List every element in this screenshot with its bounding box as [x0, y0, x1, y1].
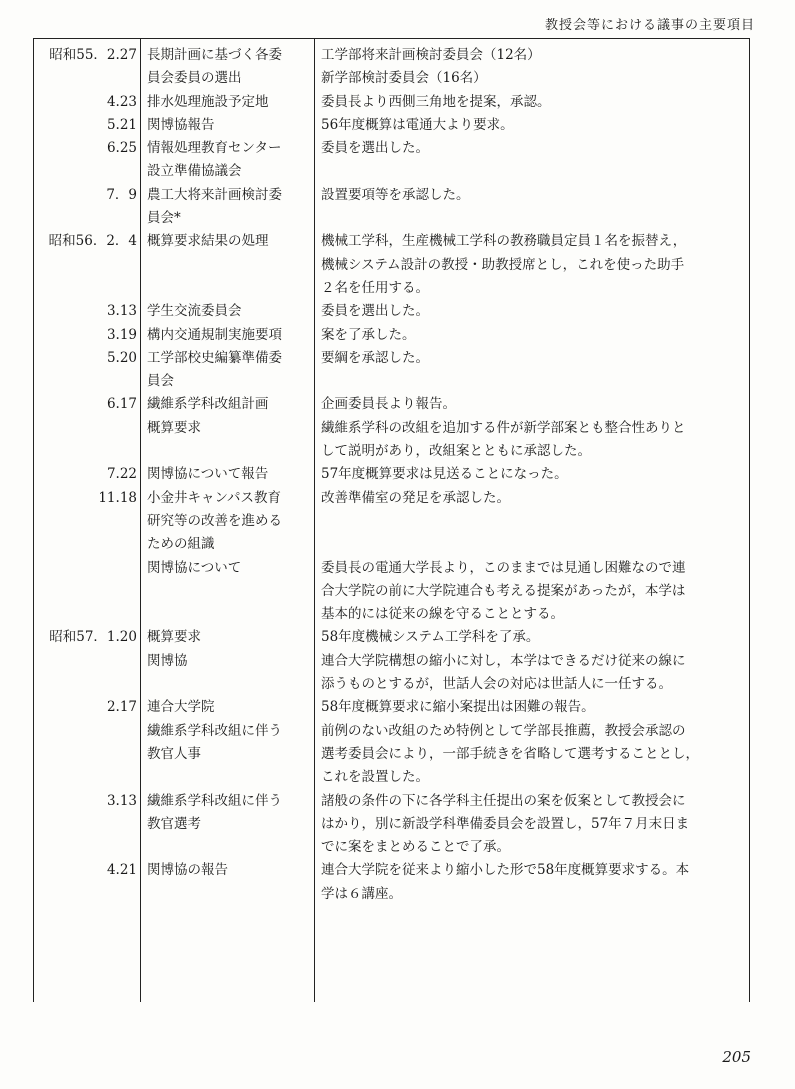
subject-line: 概算要求	[147, 419, 201, 436]
row-date: 昭和57．1.20	[49, 629, 137, 646]
row-subject	[147, 184, 311, 231]
table-row	[33, 324, 750, 347]
row-subject	[147, 859, 311, 882]
row-date: 6.17	[106, 396, 137, 413]
content-line: 要綱を承認した。	[321, 349, 429, 366]
table-row	[33, 300, 750, 323]
content-line: 企画委員長より報告。	[321, 396, 456, 413]
content-line: 機械工学科，生産機械工学科の教務職員定員１名を振替え，	[321, 233, 687, 250]
row-date: 昭和56．2．4	[48, 233, 137, 250]
content-line: 設置要項等を承認した。	[321, 186, 470, 203]
row-content	[321, 114, 741, 137]
row-date: 3.19	[106, 326, 137, 343]
row-content	[321, 44, 741, 91]
row-subject	[147, 230, 311, 253]
subject-line: 繊維系学科改組計画	[147, 396, 269, 413]
subject-line: 構内交通規制実施要項	[147, 326, 282, 343]
row-subject	[147, 137, 311, 184]
table-row	[33, 393, 750, 463]
content-line: 機械システム設計の教授・助教授席とし，これを使った助手	[321, 256, 685, 273]
subject-line: 概算要求結果の処理	[147, 233, 269, 250]
content-line: 58年度概算要求に縮小案提出は困難の報告。	[321, 699, 595, 716]
table-row	[33, 626, 750, 696]
agenda-table	[33, 44, 750, 906]
content-line: 委員長の電通大学長より，このままでは見通し困難なので連	[321, 559, 686, 576]
content-line: 委員長より西側三角地を提案，承認。	[321, 93, 551, 110]
table-row	[33, 230, 750, 300]
table-row	[33, 114, 750, 137]
subject-line: 小金井キャンパス教育	[147, 489, 282, 506]
row-date: 2.17	[106, 699, 137, 716]
running-header: 教授会等における議事の主要項目	[544, 18, 755, 33]
row-date: 7．9	[106, 186, 137, 203]
row-subject	[147, 463, 311, 486]
table-row	[33, 137, 750, 184]
row-subject	[147, 347, 311, 394]
table-row	[33, 859, 750, 906]
subject-line: 農工大将来計画検討委	[147, 186, 282, 203]
row-subject	[147, 114, 311, 137]
content-line: 57年度概算要求は見送ることになった。	[321, 466, 568, 483]
content-line: 新学部検討委員会（16名）	[321, 70, 487, 87]
row-subject	[147, 487, 311, 557]
subject-line: 工学部校史編纂準備委	[147, 349, 282, 366]
table-row	[33, 44, 750, 91]
row-subject	[147, 44, 311, 91]
content-line: 選考委員会により，一部手続きを省略して選考することとし，	[321, 745, 699, 762]
subject-line: 教官選考	[147, 815, 201, 832]
content-line: 繊維系学科の改組を追加する件が新学部案とも整合性ありと	[321, 419, 686, 436]
content-line: 連合大学院を従来より縮小した形で58年度概算要求する。本	[321, 862, 690, 879]
row-date: 7.22	[106, 466, 137, 483]
row-content	[321, 487, 741, 510]
content-line: これを設置した。	[321, 769, 429, 786]
row-content	[321, 790, 741, 860]
subject-line: 員会	[147, 373, 174, 390]
subject-line: 関博協の報告	[147, 862, 228, 879]
content-line: でに案をまとめることで了承。	[321, 839, 510, 856]
row-content	[321, 696, 741, 789]
row-date: 3.13	[106, 792, 137, 809]
row-content	[321, 859, 741, 906]
row-subject	[147, 790, 311, 837]
subject-line: 学生交流委員会	[147, 303, 242, 320]
subject-line: ための組識	[147, 536, 215, 553]
subject-line: 情報処理教育センター	[147, 140, 282, 157]
row-content	[321, 324, 741, 347]
content-line: 案を了承した。	[321, 326, 416, 343]
row-content	[321, 626, 741, 696]
row-content	[321, 91, 741, 114]
row-date: 4.21	[106, 862, 137, 879]
content-line: 工学部将来計画検討委員会（12名）	[321, 47, 541, 63]
row-subject	[147, 696, 311, 766]
table-row	[33, 696, 750, 789]
content-line: 基本的には従来の線を守ることとする。	[321, 606, 564, 623]
row-subject	[147, 393, 311, 440]
subject-line: 繊維系学科改組に伴う	[147, 722, 282, 739]
row-content	[321, 137, 741, 160]
subject-line: 研究等の改善を進める	[147, 512, 282, 529]
subject-line: 設立準備協議会	[147, 163, 242, 180]
content-line: 合大学院の前に大学院連合も考える提案があったが，本学は	[321, 582, 686, 599]
table-row	[33, 347, 750, 394]
subject-line: 員会*	[147, 210, 181, 227]
content-line: 改善準備室の発足を承認した。	[321, 489, 510, 506]
row-subject	[147, 91, 311, 114]
page-number: 205	[722, 1048, 751, 1066]
subject-line: 長期計画に基づく各委	[147, 47, 282, 63]
table-row	[33, 790, 750, 860]
content-line: はかり，別に新設学科準備委員会を設置し，57年７月末日ま	[321, 815, 690, 832]
table-row	[33, 463, 750, 486]
content-line: 委員を選出した。	[321, 303, 429, 320]
row-date: 5.20	[106, 349, 137, 366]
subject-line: 関博協報告	[147, 116, 215, 133]
content-line: 56年度概算は電通大より要求。	[321, 116, 514, 133]
content-line: 連合大学院構想の縮小に対し，本学はできるだけ従来の線に	[321, 652, 686, 669]
row-content	[321, 230, 741, 300]
table-row	[33, 487, 750, 557]
content-line: 学は６講座。	[321, 885, 402, 902]
row-date: 5.21	[106, 116, 137, 133]
subject-line: 関博協について報告	[147, 466, 269, 483]
table-row	[33, 557, 750, 627]
row-subject	[147, 300, 311, 323]
row-subject	[147, 626, 311, 673]
content-line: 委員を選出した。	[321, 140, 429, 157]
table-row	[33, 184, 750, 231]
row-content	[321, 300, 741, 323]
row-content	[321, 184, 741, 207]
content-line: 添うものとするが，世話人会の対応は世話人に一任する。	[321, 676, 672, 693]
row-content	[321, 557, 741, 627]
subject-line: 繊維系学科改組に伴う	[147, 792, 282, 809]
subject-line: 排水処理施設予定地	[147, 93, 269, 110]
subject-line: 教官人事	[147, 745, 201, 762]
row-content	[321, 393, 741, 463]
row-date: 11.18	[98, 489, 137, 506]
row-content	[321, 463, 741, 486]
row-date: 6.25	[106, 140, 137, 157]
row-date: 4.23	[106, 93, 137, 110]
row-date: 昭和55．2.27	[49, 47, 137, 63]
row-subject	[147, 324, 311, 347]
subject-line: 員会委員の選出	[147, 70, 242, 87]
row-subject	[147, 557, 311, 580]
content-line: 諸般の条件の下に各学科主任提出の案を仮案として教授会に	[321, 792, 686, 809]
content-line: ２名を任用する。	[321, 279, 429, 296]
content-line: 58年度機械システム工学科を了承。	[321, 629, 540, 646]
subject-line: 連合大学院	[147, 699, 215, 716]
subject-line: 関博協	[147, 652, 188, 669]
content-line: して説明があり，改組案とともに承認した。	[321, 443, 591, 460]
row-date: 3.13	[106, 303, 137, 320]
content-line: 前例のない改組のため特例として学部長推薦，教授会承認の	[321, 722, 686, 739]
row-content	[321, 347, 741, 370]
subject-line: 概算要求	[147, 629, 201, 646]
subject-line: 関博協について	[147, 559, 242, 576]
table-row	[33, 91, 750, 114]
